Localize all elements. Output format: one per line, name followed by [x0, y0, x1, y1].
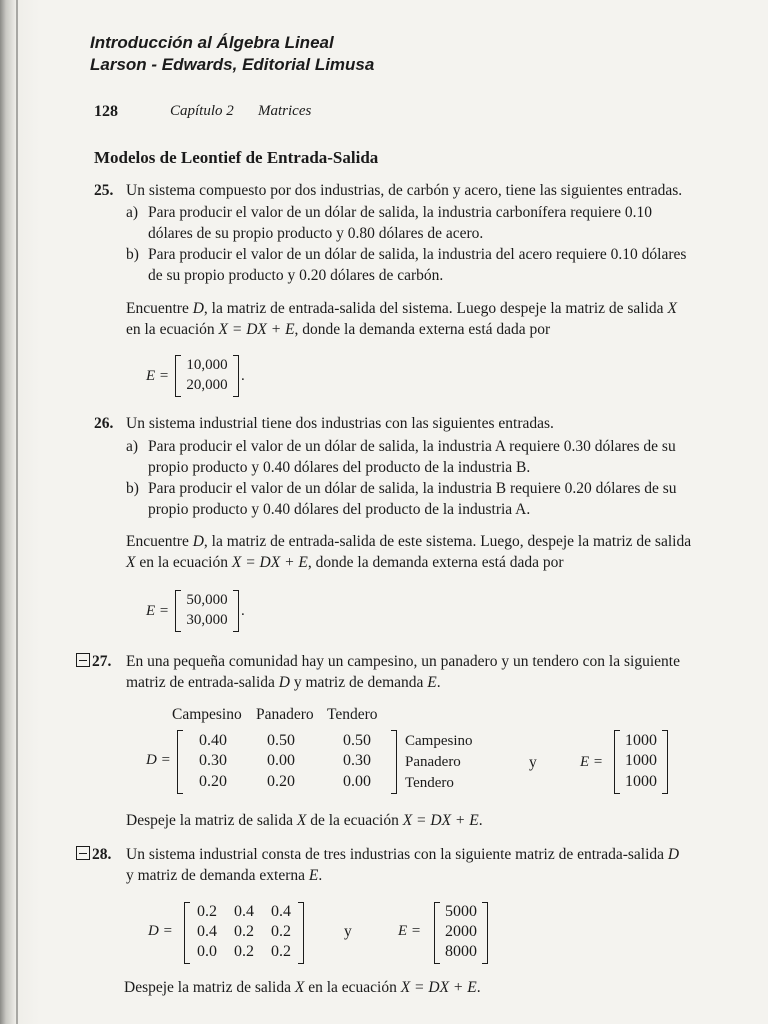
item-label: b) — [126, 246, 139, 263]
problem-line1: Un sistema industrial consta de tres industrias con la siguiente matriz de entrada-salida D — [126, 846, 680, 863]
problem-text-line2: X en la ecuación X = DX + E, donde la demanda externa está dada por — [126, 554, 564, 571]
matrix-label: D = — [148, 923, 173, 939]
page-number: 128 — [94, 103, 118, 120]
problem-text-line1: Encuentre D, la matriz de entrada-salida del sistema. Luego despeje la matriz de salida X — [126, 300, 677, 317]
matrix-cell: 0.30 — [199, 752, 227, 769]
matrix-cell: 0.2 — [197, 903, 217, 920]
item-label: b) — [126, 480, 139, 497]
matrix-cell: 0.0 — [197, 943, 217, 960]
matrix-label: E = — [398, 923, 422, 939]
scan-binding-edge — [0, 0, 40, 1024]
demand-matrix-e — [434, 902, 488, 964]
matrix-cell: 0.50 — [267, 732, 295, 749]
input-output-matrix-d — [177, 730, 397, 794]
problem-text-line2: en la ecuación X = DX + E, donde la demanda externa está dada por — [126, 321, 551, 338]
matrix-cell: 0.4 — [234, 903, 254, 920]
matrix-cell: 0.30 — [343, 752, 371, 769]
problem-instruction: Despeje la matriz de salida X en la ecuación X = DX + E. — [124, 979, 481, 996]
demand-matrix-e — [614, 730, 668, 794]
demand-matrix-e — [146, 355, 245, 397]
problem-text-line1: Encuentre D, la matriz de entrada-salida de este sistema. Luego, despeje la matriz de salida — [126, 533, 692, 550]
matrix-bracket — [175, 590, 239, 632]
chapter-label: Capítulo 2 — [170, 103, 234, 119]
matrix-cell: 8000 — [445, 943, 477, 960]
matrix-cell: 0.2 — [234, 943, 254, 960]
matrix-end-period: . — [241, 367, 245, 384]
row-label: Panadero — [405, 754, 461, 770]
connector-word: y — [344, 923, 352, 940]
problem-number: 25. — [94, 182, 114, 199]
matrix-cell: 30,000 — [186, 612, 228, 628]
matrix-label: D = — [146, 752, 171, 768]
problem-line1: En una pequeña comunidad hay un campesino, un panadero y un tendero con la siguiente — [126, 653, 680, 670]
matrix-cell: 0.4 — [271, 903, 291, 920]
input-output-matrix-d — [184, 902, 304, 964]
matrix-cell: 0.2 — [271, 943, 291, 960]
matrix-cell: 0.00 — [343, 773, 371, 790]
matrix-bracket — [175, 355, 239, 397]
matrix-cell: 0.20 — [199, 773, 227, 790]
row-label: Campesino — [405, 733, 473, 749]
problem-intro: Un sistema compuesto por dos industrias, de carbón y acero, tiene las siguientes entradas. — [126, 182, 683, 199]
matrix-cell: 0.20 — [267, 773, 295, 790]
matrix-cell: 20,000 — [186, 377, 228, 393]
item-label: a) — [126, 438, 139, 455]
demand-matrix-e — [146, 590, 245, 632]
matrix-cell: 0.2 — [234, 923, 254, 940]
matrix-cell: 10,000 — [186, 357, 228, 373]
book-title: Introducción al Álgebra Lineal — [90, 33, 334, 52]
problem-intro: Un sistema industrial tiene dos industrias con las siguientes entradas. — [126, 415, 554, 432]
item-a-line2: propio producto y 0.40 dólares del producto de la industria B. — [148, 459, 531, 476]
column-header: Campesino — [172, 706, 242, 723]
item-b-line2: de su propio producto y 0.20 dólares de carbón. — [148, 267, 444, 284]
problem-line2: matriz de entrada-salida D y matriz de demanda E. — [126, 674, 441, 691]
problem-number: 28. — [76, 846, 111, 864]
matrix-cell: 1000 — [625, 773, 657, 790]
chapter-title: Matrices — [258, 103, 312, 119]
item-b-line1: Para producir el valor de un dólar de salida, la industria del acero requiere 0.10 dólares — [148, 246, 687, 263]
matrix-cell: 0.50 — [343, 732, 371, 749]
computer-disk-icon — [76, 846, 90, 860]
matrix-label: E = — [580, 754, 604, 770]
matrix-end-period: . — [241, 602, 245, 619]
book-authors-publisher: Larson - Edwards, Editorial Limusa — [90, 55, 375, 74]
matrix-cell: 1000 — [625, 752, 657, 769]
problem-line2: y matriz de demanda externa E. — [126, 867, 323, 884]
matrix-cell: 0.40 — [199, 732, 227, 749]
item-label: a) — [126, 204, 139, 221]
matrix-label: E = — [146, 602, 170, 619]
matrix-cell: 1000 — [625, 732, 657, 749]
item-a-line1: Para producir el valor de un dólar de salida, la industria A requiere 0.30 dólares de su — [148, 438, 676, 455]
row-label: Tendero — [405, 775, 454, 791]
problem-instruction: Despeje la matriz de salida X de la ecuación X = DX + E. — [126, 812, 483, 829]
problem-number: 27. — [76, 653, 111, 671]
matrix-cell: 50,000 — [186, 592, 228, 608]
item-b-line1: Para producir el valor de un dólar de salida, la industria B requiere 0.20 dólares de su — [148, 480, 677, 497]
matrix-label: E = — [146, 367, 170, 384]
scan-binding-line — [16, 0, 18, 1024]
connector-word: y — [529, 754, 537, 771]
item-a-line1: Para producir el valor de un dólar de salida, la industria carbonífera requiere 0.10 — [148, 204, 652, 221]
section-title: Modelos de Leontief de Entrada-Salida — [94, 148, 379, 167]
computer-disk-icon — [76, 653, 90, 667]
item-a-line2: dólares de su propio producto y 0.80 dólares de acero. — [148, 225, 484, 242]
matrix-cell: 0.4 — [197, 923, 217, 940]
matrix-cell: 2000 — [445, 923, 477, 940]
problem-number: 26. — [94, 415, 114, 432]
column-header: Panadero — [256, 706, 314, 723]
matrix-cell: 5000 — [445, 903, 477, 920]
matrix-cell: 0.2 — [271, 923, 291, 940]
column-header: Tendero — [327, 706, 378, 723]
item-b-line2: propio producto y 0.40 dólares del producto de la industria A. — [148, 501, 531, 518]
matrix-cell: 0.00 — [267, 752, 295, 769]
